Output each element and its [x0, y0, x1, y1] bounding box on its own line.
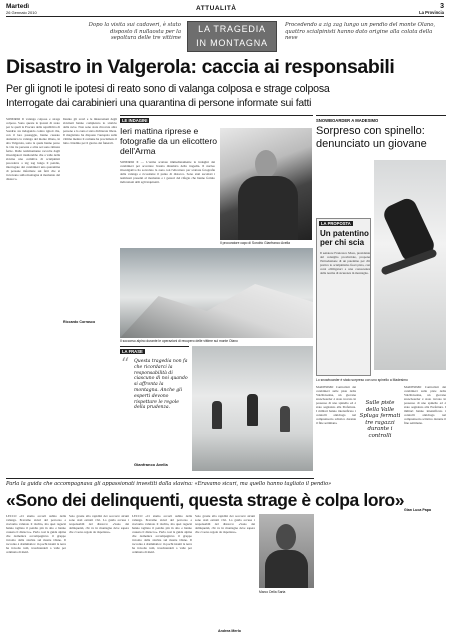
bottom-kicker: Parla la guida che accompagnava gli appassionati investiti dalla slavina: «Eravamo sicuri, ma quello hanno tagliato il pendio»: [6, 481, 332, 487]
bottom-divider: [6, 478, 314, 479]
snowboarder-title: Sorpreso con spinello: denunciato un giovane: [316, 125, 427, 150]
quote-text: Questa tragedia non fa che ricordarci la responsabilità di ciascuno di noi quando si affronta la montagna. Anche gli esperti devono rispettare le regole della prudenza.: [134, 359, 188, 411]
prosecutor-caption: Il procuratore capo di Sondrio Gianfranco Avella: [220, 241, 290, 245]
guide-shoulders: [265, 550, 308, 588]
main-headline: Disastro in Valgerola: caccia ai responsabili: [6, 56, 395, 78]
mountain-slope: [120, 278, 313, 338]
bottom-body-col-4: Solo grazie alla rapidità dei soccorsi alcuni sono stati estratti vivi. La guida accusa i responsabili del distacco: «Sono dei delinquenti, chi va in montagna deve sapere che ci sono regole da rispettare».: [195, 514, 255, 534]
guide-caption: Marco Della Sarta: [259, 590, 286, 594]
bottom-body-col-2: Solo grazie alla rapidità dei soccorsi alcuni sono stati estratti vivi. La guida accusa i responsabili del distacco: «Sono dei delinquenti, chi va in montagna deve sapere che ci sono regole da rispettare».: [69, 514, 129, 534]
masthead: [6, 3, 444, 17]
page-number: 3: [440, 3, 444, 10]
prosecutor-photo: [220, 128, 312, 240]
main-article-col-2: Intanto gli scavi e le misurazioni degli slavinati hanno completato lo stralcio della neve. Non sono state ritrovate altre persone e la zona è stata dichiarata libera. Il magistrato ha disposto l'autopsia sulle vittime mentre il comune ha proclamato il lutto cittadino per il giorno dei funerali.: [63, 117, 117, 145]
banner-right-text: Procedendo a zig zag lungo un pendio del monte Olano, quattro scialpinisti hanno dato origine alla colata della neve: [285, 22, 436, 42]
banner-left-text: Dopo la visita sui cadaveri, è stato disposto il nullaosta per la sepoltura delle tre vittime: [88, 22, 181, 42]
paper-name: La Provincia: [419, 10, 444, 15]
proposal-kicker: LA PROPOSTA: [321, 221, 351, 226]
subheadline-2: Interrogate dai carabinieri una quarantina di persone informate sui fatti: [6, 98, 312, 109]
avalanche-caption: Il soccorso alpino durante le operazioni di recupero delle vittime sul monte Olano: [120, 339, 238, 343]
bottom-author: Andrea Merlo: [218, 629, 241, 633]
proposal-body: Il senatore Francesco Moro, presidente del consiglio provinciale, propone l'introduzione di un patentino per chi pratica lo scialpinismo fuori pista, con corsi obbligatori e una conoscenza delle norme di sicurezza in montagna.: [320, 251, 370, 275]
snowboarder-box: [316, 115, 446, 151]
masthead-day: Martedì: [6, 3, 30, 10]
main-article-author: Riccardo Corrasco: [63, 320, 96, 324]
main-article-col-1: SONDRIO Il valanga colposa e strage colposa. Sono queste le ipotesi di reato per le quali la Procura della repubblica di Sondrio sta indagando contro ignoti che, con il loro passaggio, hanno causato domenica la valanga del monte Olano, in alta Valgerola, sotto la quale hanno perso la vita tre persone e altre sei sono rimaste ferite. Dalle testimonianze raccolte dagli investigatori risulterebbe che a valle della slavina una comitiva di scialpinisti procedeva a zig zag lungo il pendio, interrogate dai carabinieri una quarantina di persone informate sui fatti che si trovavano sulla montagna al momento del distacco.: [6, 117, 60, 181]
proposal-title: Un patentino per chi scia: [320, 229, 369, 247]
guide-head: [276, 524, 296, 550]
guide-portrait: [259, 514, 314, 588]
inquiry-kicker: LE INDAGINI: [122, 118, 148, 123]
subheadline-1: Per gli ignoti le ipotesi di reato sono di valanga colposa e strage colposa: [6, 83, 330, 95]
snowboarder-caption: Lo snowboarder è stato sorpreso con uno spinello a Madesimo: [316, 378, 408, 382]
inquiry-box: [120, 115, 313, 245]
quote-box: [120, 346, 189, 471]
rescuer-figure-2: [247, 394, 258, 426]
masthead-date: 26 Gennaio 2010: [6, 10, 37, 15]
snowboarder-body-col-1: MADESIMO Controllati dai carabinieri sulle piste della Valchiavenna, un giovane snowboarder è stato trovato in possesso di uno spinello ed è stato segnalato alla Prefettura. I militari hanno intensificato i controlli antidroga nel comprensorio sciistico durante il fine settimana.: [316, 385, 356, 425]
snowboarder-photo: [374, 160, 446, 370]
proposal-box: [316, 218, 371, 376]
inquiry-title: Ieri mattina riprese e fotografie da un elicottero dell'Arma: [120, 126, 217, 156]
rescuer-figure-1: [212, 401, 222, 429]
quote-mark-icon: “: [121, 354, 130, 373]
tragedy-banner: [187, 21, 277, 52]
quote-author: Gianfranco Avella: [134, 462, 168, 467]
snowboarder-author: Gian Luca Papa: [404, 508, 431, 512]
bottom-body-col-3: LECCO «Ci siamo accorti subito della valanga. Eravamo sicuri del percorso e avevamo valutato il rischio, ma quei ragazzi hanno tagliato il pendio più in alto e hanno causato il distacco». Parla così la guida alpina che domenica accompagnava il gruppo travolto dalla slavina sul monte Olano. Il racconto è drammatico: in pochi istanti la neve ha travolto tutti, trascinandoli a valle per centinaia di metri.: [132, 514, 192, 554]
bottom-body-col-1: LECCO «Ci siamo accorti subito della valanga. Eravamo sicuri del percorso e avevamo valutato il rischio, ma quei ragazzi hanno tagliato il pendio più in alto e hanno causato il distacco». Parla così la guida alpina che domenica accompagnava il gruppo travolto dalla slavina sul monte Olano. Il racconto è drammatico: in pochi istanti la neve ha travolto tutti, trascinandoli a valle per centinaia di metri.: [6, 514, 66, 554]
bottom-headline: «Sono dei delinquenti, questa strage è colpa loro»: [6, 490, 405, 510]
snowboarder-kicker: SNOWBOARDER A MADESIMO: [316, 118, 379, 123]
rescuer-figure-3: [280, 406, 290, 432]
prosecutor-head: [255, 150, 277, 178]
banner-title-line2: IN MONTAGNA: [196, 38, 268, 48]
inquiry-body: SONDRIO Il — L'Arma scattate immediatamente le indagini dei carabinieri per accertare l'esatta dinamica della tragedia. Il nucleo investigativo ha sorvolato la zona con l'elicottero per scattare fotografie della valanga e ricostruire il punto di distacco. Sono stati ascoltati i testimoni presenti al momento e i gestori del rifugio che hanno fornito indicazioni utili agli inquirenti.: [120, 160, 215, 184]
banner-title-line1: LA TRAGEDIA: [198, 24, 266, 34]
snowboarder-pullquote: Sulle piste della Valle Spluga fermati tre ragazzi durante i controlli: [359, 400, 401, 439]
snowboarder-body-col-3: MADESIMO Controllati dai carabinieri sulle piste della Valchiavenna, un giovane snowboarder è stato trovato in possesso di uno spinello ed è stato segnalato alla Prefettura. I militari hanno intensificato i controlli antidroga nel comprensorio sciistico durante il fine settimana.: [404, 385, 446, 425]
avalanche-photo: [120, 248, 313, 338]
quote-kicker: LA FRASE: [122, 349, 143, 354]
section-label: ATTUALITÀ: [196, 5, 237, 12]
rescue-photo: [192, 346, 313, 471]
prosecutor-body: [238, 176, 298, 240]
